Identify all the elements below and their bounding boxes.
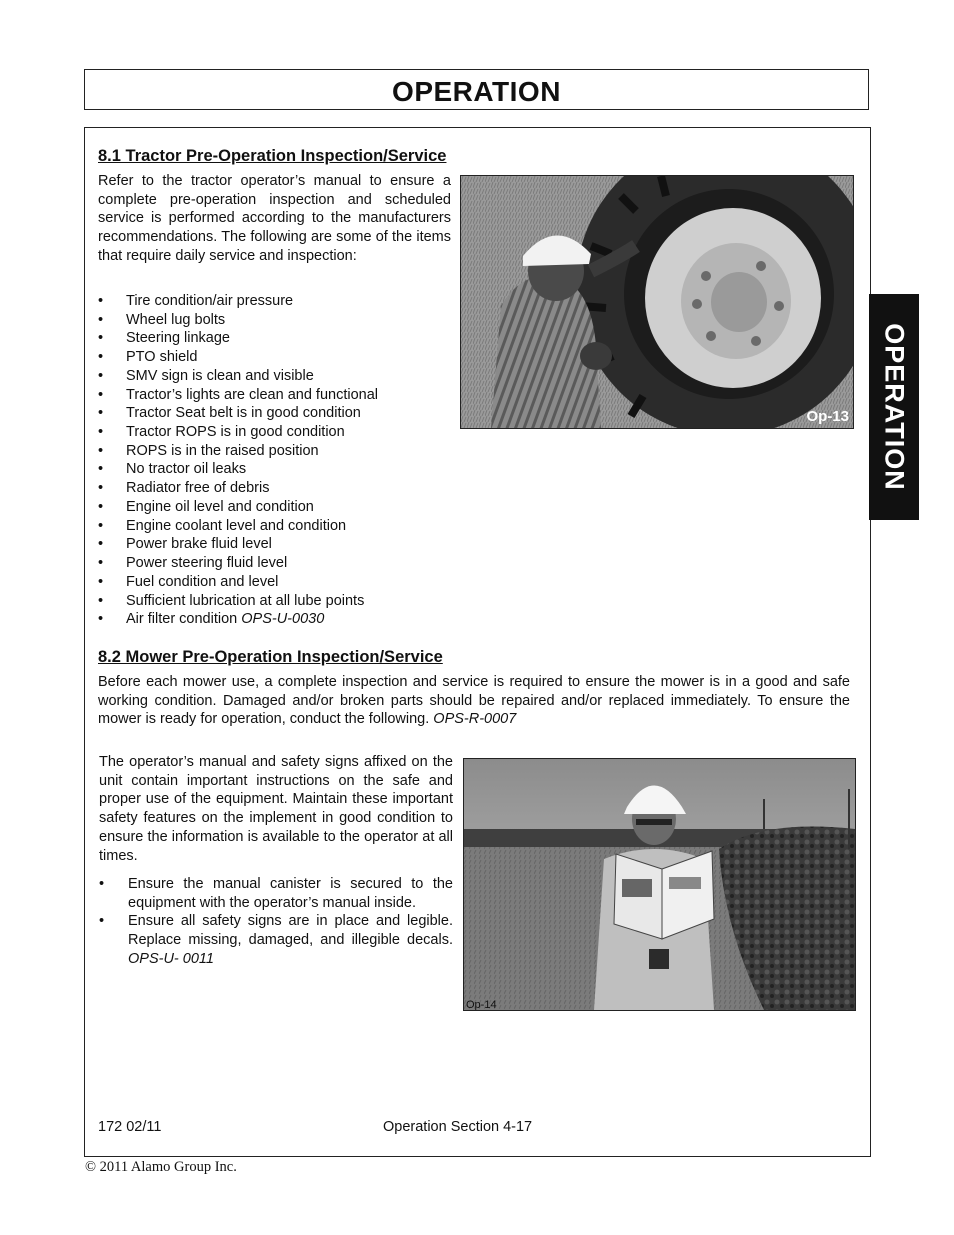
list-item [98,329,458,348]
list-item [98,442,458,461]
list-item [98,292,458,311]
list-item [98,404,458,423]
side-tab-label: OPERATION [879,323,910,491]
section-2-para: The operator’s manual and safety signs affixed on the unit contain important instructions on the safe and proper use of the equipment. Maintain these important safety features on the implement in good condition to ensure the information is available to the operator at all times. [99,754,453,864]
list-item-text: Power brake fluid level [126,536,272,553]
list-item-text: Engine coolant level and condition [126,517,347,534]
list-item [98,573,458,592]
list-item-text: No tractor oil leaks [126,461,247,478]
footer-section: Operation Section 4-17 [383,1119,533,1135]
list-item-text: Fuel condition and level [126,573,279,590]
list-item [98,610,458,629]
photo-1-label: Op-13 [806,408,849,425]
section-2-intro [98,673,850,729]
list-item [99,875,453,912]
section-2-intro-code: OPS-R-0007 [433,711,517,728]
list-item-text: ROPS is in the raised position [126,442,319,459]
list-item [98,592,458,611]
list-item-text: Ensure all safety signs are in place and legible. Replace missing, damaged, and illegible decals. [128,913,453,949]
list-item-code: OPS-U- 0011 [128,950,214,967]
list-item [98,460,458,479]
list-item-text: Radiator free of debris [126,480,270,497]
side-tab [869,294,919,520]
list-item [98,386,458,405]
list-item [98,423,458,442]
list-item [98,479,458,498]
list-item [98,535,458,554]
list-item [98,554,458,573]
page-number: 172 02/11 [98,1119,162,1135]
page-title: OPERATION [392,76,561,107]
list-item-text: Steering linkage [126,330,230,347]
list-item [98,311,458,330]
section-2-intro-text: Before each mower use, a complete inspection and service is required to ensure the mower is in a good and safe working condition. Damaged and/or broken parts should be repaired and/or replaced immediately. To ensure the mower is ready for operation, conduct the following. [98,674,850,728]
section-1-heading: 8.1 Tractor Pre-Operation Inspection/Service [98,147,447,165]
list-item [98,367,458,386]
list-item-text: Sufficient lubrication at all lube points [126,592,365,609]
list-item [98,517,458,536]
operator-manual-photo [463,758,856,1011]
list-item [99,912,453,968]
list-item-text: Ensure the manual canister is secured to the equipment with the operator’s manual inside. [128,876,453,911]
operator-manual-illustration [464,759,855,1010]
section-2-heading: 8.2 Mower Pre-Operation Inspection/Service [98,648,443,666]
list-item-text: Power steering fluid level [126,555,288,572]
list-item-text: Air filter condition [126,611,238,628]
header-box [84,69,869,110]
list-item-text: SMV sign is clean and visible [126,367,314,384]
section-2-list [99,875,453,969]
copyright: © 2011 Alamo Group Inc. [85,1159,237,1175]
section-1-list [98,292,458,629]
tractor-tire-illustration [461,176,853,428]
list-item-text: Engine oil level and condition [126,498,314,515]
list-item-code: OPS-U-0030 [241,611,325,628]
list-item-text: Wheel lug bolts [126,311,226,328]
list-item-text: Tractor’s lights are clean and functional [126,386,379,403]
photo-2-label: Op-14 [466,999,497,1010]
list-item-text: Tractor Seat belt is in good condition [126,405,361,422]
tractor-tire-photo [460,175,854,429]
list-item-text: PTO shield [126,349,198,366]
section-1-intro: Refer to the tractor operator’s manual to ensure a complete pre-operation inspection and scheduled service is performed according to the manufacturers recommendations. The following are some of the items that require daily service and inspection: [98,173,451,264]
list-item [98,498,458,517]
list-item [98,348,458,367]
list-item-text: Tractor ROPS is in good condition [126,424,345,441]
list-item-text: Tire condition/air pressure [126,293,294,309]
